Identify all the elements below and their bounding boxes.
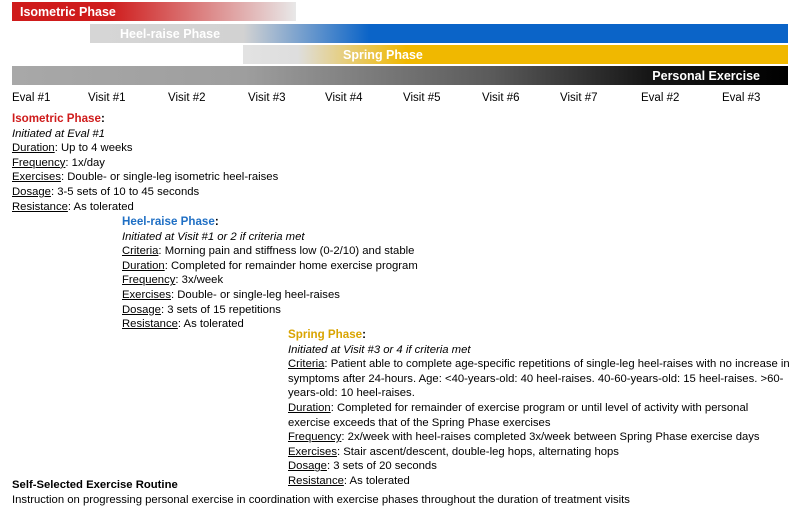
row-value: Patient able to complete age-specific repetitions of single-leg heel-raises with no increase in symptoms after 24-hours. Age: <40-years-old: 40 heel-raises. 40-60-years-old: 15 heel-raises. >60-years-old: 10 heel-raises. (288, 358, 790, 400)
phase-row: Duration: Up to 4 weeks (12, 142, 133, 155)
timeline-bar-personal-exercise-label: Personal Exercise (652, 68, 760, 83)
phase-row: Dosage: 3-5 sets of 10 to 45 seconds (12, 185, 200, 198)
row-value: As tolerated (73, 200, 134, 213)
row-value: As tolerated (183, 318, 244, 331)
row-value: 1x/day (71, 156, 105, 169)
phase-title-heel-raise: Heel-raise Phase: (122, 215, 219, 228)
phase-row: Criteria: Morning pain and stiffness low (0-2/10) and stable (122, 245, 415, 258)
row-label: Criteria (122, 245, 159, 258)
tick-eval-1: Eval #1 (12, 92, 51, 104)
phase-block-spring (288, 328, 793, 489)
tick-eval-3: Eval #3 (722, 92, 761, 104)
phase-row: Resistance: As tolerated (288, 474, 410, 487)
phase-block-isometric (12, 112, 432, 214)
row-value: Double- or single-leg isometric heel-raises (67, 171, 279, 184)
phase-block-heel-raise (122, 215, 592, 332)
phase-row: Frequency: 1x/day (12, 156, 105, 169)
timeline-bar-isometric (12, 2, 296, 21)
row-value: Completed for remainder of exercise program or until level of activity with personal exercise exceeds that of the Spring Phase exercises (288, 401, 749, 429)
row-label: Dosage (288, 460, 327, 473)
row-label: Dosage (12, 185, 51, 198)
timeline-bar-isometric-label: Isometric Phase (20, 4, 116, 19)
phase-row: Frequency: 3x/week (122, 274, 224, 287)
phase-row: Criteria: Patient able to complete age-specific repetitions of single-leg heel-raises with no increase in symptoms after 24-hours. Age: <40-years-old: 40 heel-raises. 40-60-years-old: 15 heel-raises. >60-years-old: 10 heel-raises. (288, 358, 790, 400)
phase-row: Exercises: Double- or single-leg isometric heel-raises (12, 171, 279, 184)
phase-row: Resistance: As tolerated (122, 318, 244, 331)
row-value: 3 sets of 20 seconds (333, 460, 437, 473)
phase-row: Exercises: Double- or single-leg heel-raises (122, 288, 340, 301)
phase-initiated-isometric: Initiated at Eval #1 (12, 127, 105, 140)
phase-title-isometric: Isometric Phase: (12, 112, 105, 125)
row-label: Duration (288, 401, 331, 414)
tick-visit-7: Visit #7 (560, 92, 598, 104)
timeline-bar-heel-raise (90, 24, 788, 43)
row-value: 2x/week with heel-raises completed 3x/week between Spring Phase exercise days (347, 431, 760, 444)
timeline-bar-spring (243, 45, 788, 64)
row-value: Double- or single-leg heel-raises (177, 288, 340, 301)
timeline-bar-personal-exercise (12, 66, 788, 85)
phase-row: Frequency: 2x/week with heel-raises completed 3x/week between Spring Phase exercise days (288, 431, 760, 444)
phase-title-isometric-text: Isometric Phase (12, 112, 101, 125)
row-label: Exercises (12, 171, 61, 184)
tick-visit-4: Visit #4 (325, 92, 363, 104)
row-label: Duration (12, 142, 55, 155)
row-label: Resistance (288, 474, 344, 487)
timeline-bars (0, 0, 800, 88)
tick-visit-5: Visit #5 (403, 92, 441, 104)
row-value: Morning pain and stiffness low (0-2/10) and stable (164, 245, 415, 258)
tick-visit-2: Visit #2 (168, 92, 206, 104)
tick-visit-1: Visit #1 (88, 92, 126, 104)
phase-initiated-spring: Initiated at Visit #3 or 4 if criteria met (288, 343, 471, 356)
row-value: Completed for remainder home exercise program (170, 259, 418, 272)
phase-initiated-heel-raise: Initiated at Visit #1 or 2 if criteria met (122, 230, 305, 243)
timeline-bar-heel-raise-label: Heel-raise Phase (120, 26, 221, 41)
tick-visit-3: Visit #3 (248, 92, 286, 104)
phase-row: Resistance: As tolerated (12, 200, 134, 213)
row-label: Resistance (122, 318, 178, 331)
row-label: Frequency (12, 156, 66, 169)
row-value: 3x/week (181, 274, 224, 287)
phase-row: Exercises: Stair ascent/descent, double-leg hops, alternating hops (288, 445, 619, 458)
timeline-ticks (0, 92, 800, 112)
tick-visit-6: Visit #6 (482, 92, 520, 104)
phase-title-heel-raise-text: Heel-raise Phase (122, 215, 215, 228)
tick-eval-2: Eval #2 (641, 92, 680, 104)
timeline-bar-spring-label: Spring Phase (343, 47, 423, 62)
row-label: Frequency (122, 274, 176, 287)
footer-text: Instruction on progressing personal exercise in coordination with exercise phases throughout the duration of treatment visits (12, 494, 630, 506)
phase-title-spring: Spring Phase: (288, 328, 366, 341)
phase-row: Duration: Completed for remainder home exercise program (122, 259, 418, 272)
row-label: Criteria (288, 358, 325, 371)
phase-row: Dosage: 3 sets of 15 repetitions (122, 303, 281, 316)
row-label: Frequency (288, 431, 342, 444)
row-label: Dosage (122, 303, 161, 316)
row-value: As tolerated (349, 474, 410, 487)
row-label: Exercises (288, 445, 337, 458)
row-value: 3-5 sets of 10 to 45 seconds (57, 185, 200, 198)
phase-row: Dosage: 3 sets of 20 seconds (288, 460, 437, 473)
row-label: Exercises (122, 288, 171, 301)
row-value: Stair ascent/descent, double-leg hops, alternating hops (343, 445, 619, 458)
row-value: Up to 4 weeks (60, 142, 133, 155)
row-value: 3 sets of 15 repetitions (167, 303, 281, 316)
footer-self-selected-exercise (12, 478, 792, 508)
footer-title: Self-Selected Exercise Routine (12, 479, 178, 491)
phase-row: Duration: Completed for remainder of exercise program or until level of activity with personal exercise exceeds that of the Spring Phase exercises (288, 401, 749, 429)
row-label: Duration (122, 259, 165, 272)
phase-title-spring-text: Spring Phase (288, 328, 363, 341)
row-label: Resistance (12, 200, 68, 213)
